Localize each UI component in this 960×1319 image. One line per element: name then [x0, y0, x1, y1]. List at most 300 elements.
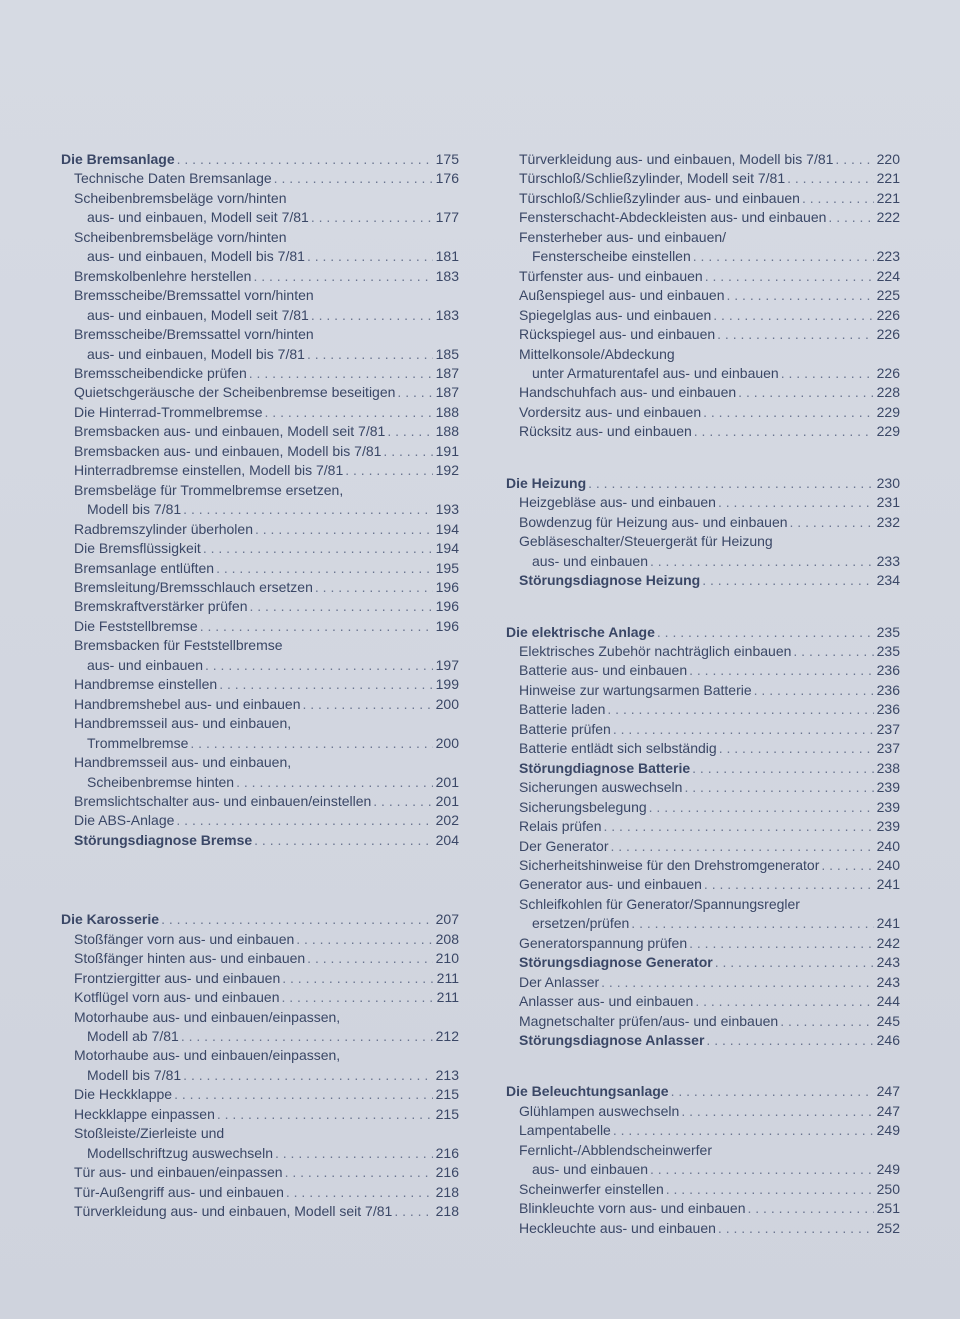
dot-leader	[183, 1066, 433, 1085]
page-number: 175	[435, 151, 459, 167]
page-number: 213	[435, 1066, 459, 1083]
page-number: 177	[435, 209, 459, 226]
entry-title: Bremsbacken aus- und einbauen, Modell bis 7/81	[74, 442, 382, 459]
dot-leader	[296, 930, 433, 949]
entry-title: Stoßfänger vorn aus- und einbauen	[74, 930, 295, 947]
toc-entry	[506, 306, 900, 325]
entry-title: Radbremszylinder überholen	[74, 520, 253, 537]
section-heading	[506, 1082, 900, 1101]
entry-title-line1: Fensterheber aus- und einbauen/	[519, 228, 727, 245]
entry-title: Glühlampen auswechseln	[519, 1102, 680, 1119]
entry-title: Türfenster aus- und einbauen	[519, 267, 703, 284]
toc-entry	[506, 856, 900, 875]
toc-entry	[506, 778, 900, 797]
dot-leader	[748, 1199, 875, 1218]
toc-entry	[61, 773, 459, 792]
dot-leader	[715, 953, 874, 972]
toc-entry	[61, 1085, 459, 1104]
toc-entry	[506, 992, 900, 1011]
entry-title: Frontziergitter aus- und einbauen	[74, 969, 281, 986]
entry-title: Die Karosserie	[61, 911, 160, 928]
toc-entry	[506, 798, 900, 817]
toc-entry	[506, 1180, 900, 1199]
toc-entry	[61, 500, 459, 519]
dot-leader	[265, 403, 433, 422]
page-number: 195	[435, 559, 459, 576]
entry-title-line1: Mittelkonsole/Abdeckung	[519, 345, 675, 362]
page-number: 196	[435, 617, 459, 634]
page-number: 202	[435, 812, 459, 829]
entry-title: Relais prüfen	[519, 818, 602, 835]
page-number: 185	[435, 345, 459, 362]
toc-entry	[61, 383, 459, 402]
toc-entry	[506, 875, 900, 894]
dot-leader	[666, 1180, 874, 1199]
entry-title-line1: Schleifkohlen für Generator/Spannungsregler	[519, 895, 800, 912]
dot-leader	[713, 306, 874, 325]
dot-leader	[254, 831, 433, 850]
page-number: 243	[876, 954, 900, 971]
page-number: 222	[876, 209, 900, 226]
toc-entry	[61, 597, 459, 616]
toc-entry	[506, 1102, 900, 1121]
entry-title: Scheibenbremse hinten	[87, 773, 235, 790]
page-number: 240	[876, 837, 900, 854]
toc-entry	[506, 1031, 900, 1050]
toc-entry	[506, 1219, 900, 1238]
toc-entry	[61, 345, 459, 364]
entry-title: Trommelbremse	[87, 734, 189, 751]
entry-title: Modell bis 7/81	[87, 501, 182, 518]
entry-title: Handschuhfach aus- und einbauen	[519, 384, 737, 401]
entry-title: Hinweise zur wartungsarmen Batterie	[519, 681, 752, 698]
entry-title: Elektrisches Zubehör nachträglich einbauen	[519, 642, 792, 659]
toc-entry	[506, 817, 900, 836]
toc-entry	[61, 988, 459, 1007]
toc-entry	[506, 914, 900, 933]
toc-entry	[61, 461, 459, 480]
toc-section	[61, 150, 459, 850]
page-number: 239	[876, 779, 900, 796]
entry-title: Heckleuchte aus- und einbauen	[519, 1219, 716, 1236]
entry-title-line1: Handbremsseil aus- und einbauen,	[74, 754, 292, 771]
dot-leader	[718, 1219, 874, 1238]
dot-leader	[706, 1031, 874, 1050]
dot-leader	[219, 675, 433, 694]
page-number: 194	[435, 540, 459, 557]
page-number: 218	[435, 1203, 459, 1220]
entry-title: Die Bremsanlage	[61, 151, 175, 167]
toc-entry	[61, 578, 459, 597]
entry-title: Bremskraftverstärker prüfen	[74, 598, 248, 615]
page-number: 241	[876, 876, 900, 893]
dot-leader	[601, 973, 874, 992]
toc-entry	[61, 734, 459, 753]
entry-title: Generator aus- und einbauen	[519, 876, 702, 893]
dot-leader	[205, 656, 433, 675]
page-number: 244	[876, 993, 900, 1010]
page-number: 196	[435, 598, 459, 615]
dot-leader	[203, 539, 433, 558]
section-heading	[506, 623, 900, 642]
toc-entry	[61, 1163, 459, 1182]
page-number: 204	[435, 831, 459, 848]
entry-title: aus- und einbauen	[87, 656, 203, 673]
dot-leader	[394, 1202, 433, 1221]
toc-entry	[506, 739, 900, 758]
dot-leader	[255, 520, 433, 539]
toc-entry	[61, 247, 459, 266]
dot-leader	[717, 325, 874, 344]
page-number: 246	[876, 1032, 900, 1049]
entry-title: Rücksitz aus- und einbauen	[519, 423, 692, 440]
entry-title: ersetzen/prüfen	[532, 915, 630, 932]
entry-title: Die Heckklappe	[74, 1086, 173, 1103]
page-number: 221	[876, 189, 900, 206]
entry-title-line1: Motorhaube aus- und einbauen/einpassen,	[74, 1008, 341, 1025]
page-number: 250	[876, 1180, 900, 1197]
dot-leader	[802, 189, 874, 208]
entry-title: Die Beleuchtungsanlage	[506, 1083, 669, 1100]
toc-entry	[61, 306, 459, 325]
dot-leader	[754, 681, 874, 700]
dot-leader	[689, 661, 874, 680]
entry-title: Magnetschalter prüfen/aus- und einbauen	[519, 1012, 779, 1029]
entry-title: aus- und einbauen, Modell bis 7/81	[87, 345, 305, 362]
dot-leader	[828, 208, 874, 227]
toc-entry	[506, 973, 900, 992]
page-number: 183	[435, 267, 459, 284]
dot-leader	[790, 513, 874, 532]
toc-entry	[506, 700, 900, 719]
entry-title: Rückspiegel aus- und einbauen	[519, 326, 716, 343]
toc-entry	[61, 520, 459, 539]
entry-title-line1: Bremsscheibe/Bremssattel vorn/hinten	[74, 326, 314, 343]
page-number: 210	[435, 950, 459, 967]
entry-title: Sicherungen auswechseln	[519, 779, 683, 796]
dot-leader	[307, 247, 433, 266]
page-number: 240	[876, 856, 900, 873]
entry-title: Die Hinterrad-Trommelbremse	[74, 403, 263, 420]
dot-leader	[703, 403, 874, 422]
entry-title: Spiegelglas aus- und einbauen	[519, 306, 712, 323]
page-number: 228	[876, 384, 900, 401]
page-number: 211	[436, 969, 459, 986]
entry-title: Batterie prüfen	[519, 720, 611, 737]
dot-leader	[397, 383, 433, 402]
toc-section	[506, 150, 900, 442]
page-number: 249	[876, 1161, 900, 1178]
page-number: 221	[876, 170, 900, 187]
page-number: 235	[876, 623, 900, 640]
entry-title: Die Bremsflüssigkeit	[74, 540, 201, 557]
dot-leader	[190, 734, 433, 753]
dot-leader	[303, 695, 434, 714]
dot-leader	[694, 422, 874, 441]
entry-title: aus- und einbauen	[532, 1161, 648, 1178]
entry-title: Die elektrische Anlage	[506, 623, 655, 640]
entry-title: Scheinwerfer einstellen	[519, 1180, 664, 1197]
toc-entry	[61, 403, 459, 422]
page-number: 235	[876, 642, 900, 659]
dot-leader	[719, 739, 874, 758]
entry-title-line1: Handbremsseil aus- und einbauen,	[74, 715, 292, 732]
entry-title: Quietschgeräusche der Scheibenbremse beseitigen	[74, 384, 396, 401]
toc-entry	[61, 208, 459, 227]
page-number: 188	[435, 403, 459, 420]
page-number: 252	[876, 1219, 900, 1236]
toc-entry	[61, 364, 459, 383]
toc-entry	[61, 267, 459, 286]
page-number: 226	[876, 326, 900, 343]
page-number: 226	[876, 306, 900, 323]
dot-leader	[315, 578, 433, 597]
page-number: 231	[876, 494, 900, 511]
page-number: 243	[876, 973, 900, 990]
page-number: 232	[876, 513, 900, 530]
dot-leader	[307, 949, 433, 968]
entry-title: Batterie entlädt sich selbständig	[519, 740, 717, 757]
dot-leader	[671, 1082, 874, 1101]
dot-leader	[781, 364, 874, 383]
entry-title: Sicherungsbelegung	[519, 798, 647, 815]
entry-title: Fensterschacht-Abdeckleisten aus- und einbauen	[519, 209, 827, 226]
page-number: 247	[876, 1102, 900, 1119]
dot-leader	[236, 773, 433, 792]
entry-title-line1: Stoßleiste/Zierleiste und	[74, 1125, 225, 1142]
entry-title: aus- und einbauen, Modell seit 7/81	[87, 209, 309, 226]
toc-section	[506, 1082, 900, 1238]
page-number: 215	[435, 1086, 459, 1103]
toc-entry	[61, 930, 459, 949]
entry-title-line1: Gebläseschalter/Steuergerät für Heizung	[519, 533, 773, 550]
page-number: 194	[435, 520, 459, 537]
toc-entry	[506, 759, 900, 778]
dot-leader	[780, 1012, 874, 1031]
dot-leader	[177, 150, 433, 169]
toc-entry	[61, 539, 459, 558]
dot-leader	[607, 700, 874, 719]
page-number: 192	[435, 462, 459, 479]
page-number: 220	[876, 151, 900, 167]
dot-leader	[200, 617, 433, 636]
entry-title: Störungsdiagnose Heizung	[519, 572, 701, 589]
dot-leader	[387, 422, 433, 441]
dot-leader	[282, 969, 433, 988]
page-number: 208	[435, 930, 459, 947]
entry-title: Fensterscheibe einstellen	[532, 248, 691, 265]
toc-entry	[506, 552, 900, 571]
page-number: 236	[876, 662, 900, 679]
toc-entry	[506, 661, 900, 680]
toc-entry	[506, 267, 900, 286]
dot-leader	[274, 169, 433, 188]
page-number: 181	[435, 248, 459, 265]
entry-title-line1: Bremsbeläge für Trommelbremse ersetzen,	[74, 481, 344, 498]
toc-section	[506, 474, 900, 591]
page-number: 226	[876, 364, 900, 381]
dot-leader	[793, 642, 874, 661]
section-heading	[506, 474, 900, 493]
entry-title: Heckklappe einpassen	[74, 1105, 215, 1122]
dot-leader	[613, 1121, 874, 1140]
dot-leader	[181, 1027, 433, 1046]
entry-title: Türschloß/Schließzylinder aus- und einbauen	[519, 189, 800, 206]
toc-entry	[506, 247, 900, 266]
dot-leader	[727, 286, 875, 305]
entry-title: Modell bis 7/81	[87, 1066, 182, 1083]
toc-entry	[61, 792, 459, 811]
dot-leader	[183, 500, 433, 519]
entry-title: Kotflügel vorn aus- und einbauen	[74, 989, 280, 1006]
toc-entry	[61, 1105, 459, 1124]
entry-title: Bremsleitung/Bremsschlauch ersetzen	[74, 578, 313, 595]
page-number: 200	[435, 695, 459, 712]
dot-leader	[311, 306, 433, 325]
toc-entry	[506, 286, 900, 305]
entry-title: Tür-Außengriff aus- und einbauen	[74, 1183, 284, 1200]
dot-leader	[286, 1183, 433, 1202]
dot-leader	[718, 493, 874, 512]
dot-leader	[689, 934, 874, 953]
entry-title: Modellschriftzug auswechseln	[87, 1144, 273, 1161]
toc-entry	[61, 1027, 459, 1046]
toc-entry	[61, 169, 459, 188]
entry-title: Türverkleidung aus- und einbauen, Modell seit 7/81	[74, 1203, 393, 1220]
dot-leader	[311, 208, 433, 227]
page-number: 242	[876, 934, 900, 951]
entry-title: Lampentabelle	[519, 1122, 611, 1139]
entry-title: Batterie laden	[519, 701, 606, 718]
page-number: 223	[876, 248, 900, 265]
entry-title: Bremsbacken aus- und einbauen, Modell seit 7/81	[74, 423, 386, 440]
toc-entry	[506, 150, 900, 169]
toc-entry	[506, 1160, 900, 1179]
toc-entry	[506, 189, 900, 208]
toc-entry	[506, 837, 900, 856]
entry-title: Störungdiagnose Batterie	[519, 759, 691, 776]
page-number: 229	[876, 403, 900, 420]
entry-title: Vordersitz aus- und einbauen	[519, 403, 702, 420]
toc-entry	[61, 442, 459, 461]
page-number: 238	[876, 759, 900, 776]
toc-entry	[61, 969, 459, 988]
entry-title-line1: Scheibenbremsbeläge vorn/hinten	[74, 228, 287, 245]
toc-column-right	[506, 150, 900, 1270]
entry-title: Bowdenzug für Heizung aus- und einbauen	[519, 513, 788, 530]
dot-leader	[681, 1102, 874, 1121]
toc-entry	[506, 571, 900, 590]
page-number: 216	[435, 1164, 459, 1181]
page-number: 239	[876, 818, 900, 835]
toc-entry	[506, 493, 900, 512]
entry-title-line1: Bremsscheibe/Bremssattel vorn/hinten	[74, 287, 314, 304]
dot-leader	[692, 759, 874, 778]
toc-entry	[506, 422, 900, 441]
page-number: 193	[435, 501, 459, 518]
entry-title: aus- und einbauen, Modell seit 7/81	[87, 306, 309, 323]
dot-leader	[613, 720, 874, 739]
toc-entry	[506, 1121, 900, 1140]
entry-title: Die ABS-Anlage	[74, 812, 175, 829]
entry-title: Stoßfänger hinten aus- und einbauen	[74, 950, 306, 967]
page-number: 196	[435, 578, 459, 595]
page-number: 216	[435, 1144, 459, 1161]
section-heading	[61, 150, 459, 169]
page-number: 229	[876, 423, 900, 440]
toc-entry	[506, 1199, 900, 1218]
dot-leader	[249, 364, 433, 383]
toc-entry	[61, 1144, 459, 1163]
page-number: 233	[876, 552, 900, 569]
entry-title: Bremslichtschalter aus- und einbauen/einstellen	[74, 792, 372, 809]
entry-title: Störungsdiagnose Anlasser	[519, 1032, 705, 1049]
toc-entry	[61, 1183, 459, 1202]
entry-title: aus- und einbauen, Modell bis 7/81	[87, 248, 305, 265]
page-number: 239	[876, 798, 900, 815]
page-number: 201	[435, 773, 459, 790]
toc-entry	[506, 681, 900, 700]
entry-title: Anlasser aus- und einbauen	[519, 993, 694, 1010]
dot-leader	[649, 798, 874, 817]
page-number: 212	[435, 1028, 459, 1045]
entry-title: Handbremse einstellen	[74, 676, 218, 693]
page-number: 230	[876, 474, 900, 491]
dot-leader	[281, 988, 433, 1007]
entry-title: Bremsanlage entlüften	[74, 559, 215, 576]
dot-leader	[604, 817, 875, 836]
page-number: 249	[876, 1122, 900, 1139]
entry-title: unter Armaturentafel aus- und einbauen	[532, 364, 779, 381]
dot-leader	[285, 1163, 433, 1182]
entry-title: Modell ab 7/81	[87, 1028, 179, 1045]
toc-entry	[61, 675, 459, 694]
entry-title: Generatorspannung prüfen	[519, 934, 688, 951]
toc-entry	[506, 364, 900, 383]
dot-leader	[345, 461, 433, 480]
entry-title: Türschloß/Schließzylinder, Modell seit 7/81	[519, 170, 786, 187]
page-number: 207	[435, 911, 459, 928]
toc-entry	[506, 642, 900, 661]
page-number: 225	[876, 287, 900, 304]
toc-entry	[61, 811, 459, 830]
page-number: 176	[435, 170, 459, 187]
section-heading	[61, 910, 459, 929]
entry-title: Außenspiegel aus- und einbauen	[519, 287, 725, 304]
page-number: 237	[876, 720, 900, 737]
toc-entry	[61, 949, 459, 968]
entry-title: Störungsdiagnose Bremse	[74, 831, 253, 848]
entry-title: Hinterradbremse einstellen, Modell bis 7/81	[74, 462, 344, 479]
page-number: 201	[435, 792, 459, 809]
page-number: 234	[876, 572, 900, 589]
dot-leader	[588, 474, 874, 493]
dot-leader	[650, 552, 874, 571]
dot-leader	[738, 383, 874, 402]
entry-title: Blinkleuchte vorn aus- und einbauen	[519, 1200, 746, 1217]
toc-entry	[506, 169, 900, 188]
dot-leader	[695, 992, 874, 1011]
entry-title-line1: Motorhaube aus- und einbauen/einpassen,	[74, 1047, 341, 1064]
page-number: 187	[435, 384, 459, 401]
entry-title: Bremskolbenlehre herstellen	[74, 267, 252, 284]
toc-entry	[506, 720, 900, 739]
entry-title-line1: Bremsbacken für Feststellbremse	[74, 637, 283, 654]
dot-leader	[702, 571, 874, 590]
toc-entry	[506, 953, 900, 972]
entry-title: Störungsdiagnose Generator	[519, 954, 713, 971]
dot-leader	[217, 1105, 433, 1124]
